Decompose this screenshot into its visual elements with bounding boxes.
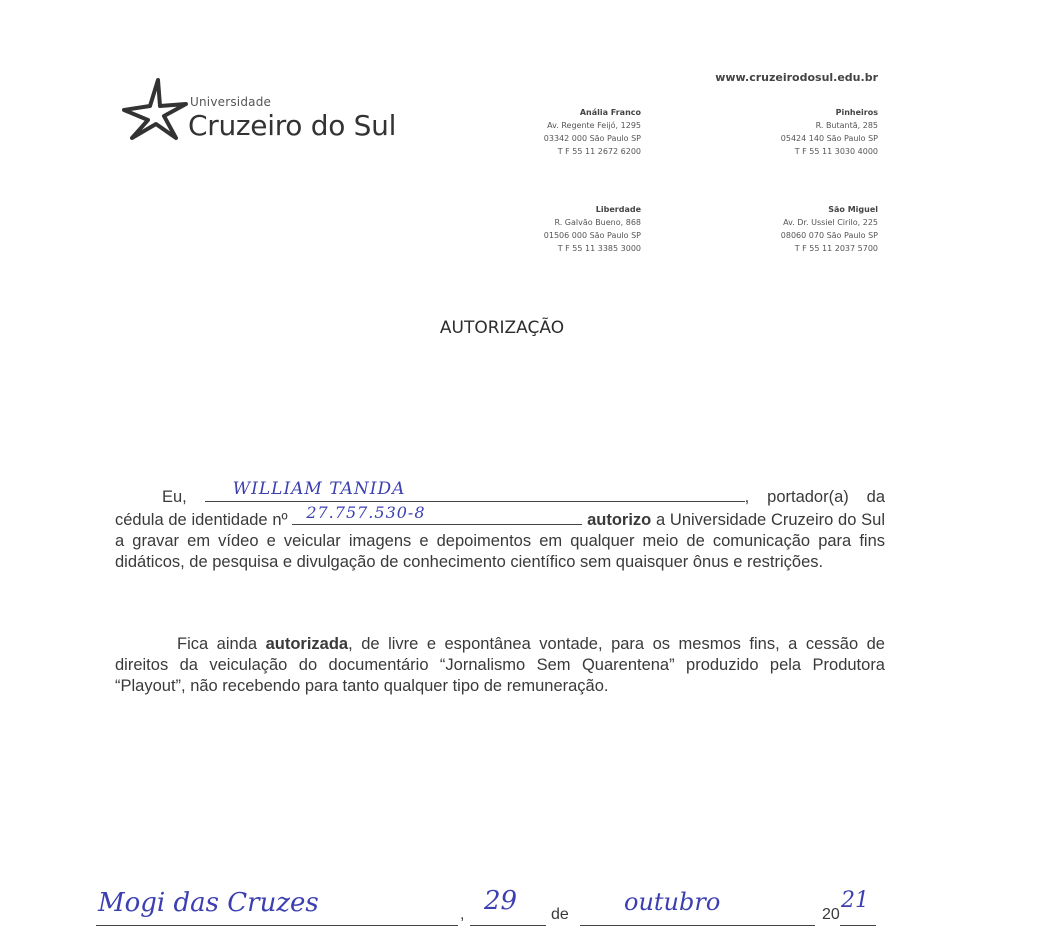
- campus-address: R. Galvão Bueno, 868: [554, 218, 641, 227]
- campus-city: 08060 070 São Paulo SP: [780, 231, 878, 240]
- year-prefix: 20: [822, 906, 840, 923]
- campus-city: 01506 000 São Paulo SP: [543, 231, 641, 240]
- paragraph-lead: Fica ainda: [177, 635, 258, 653]
- id-number-field[interactable]: [292, 503, 582, 525]
- year-field[interactable]: [840, 925, 876, 926]
- name-field[interactable]: [205, 479, 745, 502]
- campus-liberdade: [441, 203, 641, 255]
- campus-address: Av. Regente Feijó, 1295: [547, 121, 641, 130]
- bold-authorized: autorizada: [265, 635, 349, 653]
- campus-phone: T F 55 11 2672 6200: [557, 147, 641, 156]
- campus-name: Liberdade: [595, 205, 641, 214]
- handwritten-year: 21: [841, 888, 869, 913]
- campus-city: 03342 000 São Paulo SP: [543, 134, 641, 143]
- campus-name: São Miguel: [828, 205, 878, 214]
- campus-phone: T F 55 11 3385 3000: [557, 244, 641, 253]
- logo-university-label: Universidade: [190, 95, 272, 109]
- handwritten-name: WILLIAM TANIDA: [232, 479, 406, 499]
- comma: ,: [460, 906, 465, 923]
- campus-analia-franco: [441, 106, 641, 158]
- website-link[interactable]: www.cruzeirodosul.edu.br: [715, 71, 878, 84]
- campus-address: R. Butantã, 285: [815, 121, 878, 130]
- de-label: de: [551, 906, 569, 923]
- handwritten-day: 29: [484, 886, 518, 916]
- paragraph-rest: , de livre e espontânea vontade, para os mesmos fins, a cessão de direitos da veiculação do documentário “Jornalismo Sem Quarentena” produzido pela Produtora “Playout”, não recebendo para tanto qualquer tipo de remuneração.: [115, 635, 885, 695]
- rights-paragraph: [115, 634, 885, 697]
- bold-authorize: autorizo: [587, 511, 652, 529]
- campus-name: Anália Franco: [579, 108, 641, 117]
- document-title: AUTORIZAÇÃO: [439, 318, 565, 338]
- campus-city: 05424 140 São Paulo SP: [780, 134, 878, 143]
- city-field[interactable]: [96, 925, 458, 926]
- campus-phone: T F 55 11 3030 4000: [794, 147, 878, 156]
- paragraph-lead: Eu,: [162, 488, 187, 506]
- authorization-paragraph: [115, 479, 885, 573]
- month-field[interactable]: [580, 925, 815, 926]
- handwritten-city: Mogi das Cruzes: [98, 888, 319, 918]
- campus-sao-miguel: [678, 203, 878, 255]
- handwritten-id-number: 27.757.530-8: [306, 503, 426, 522]
- logo-university-name: Cruzeiro do Sul: [188, 109, 397, 142]
- campus-address: Av. Dr. Ussiel Cirilo, 225: [783, 218, 878, 227]
- campus-pinheiros: [678, 106, 878, 158]
- campus-phone: T F 55 11 2037 5700: [794, 244, 878, 253]
- paragraph-after-name: , portador(a) da cédula de identidade nº: [115, 488, 885, 529]
- university-star-logo-icon: [120, 76, 190, 142]
- paragraph-rest: a Universidade Cruzeiro do Sul a gravar em vídeo e veicular imagens e depoimentos em qualquer meio de comunicação para fins didáticos, de pesquisa e divulgação de conhecimento científico sem quaisquer ônus e restrições.: [115, 511, 885, 571]
- day-field[interactable]: [470, 925, 546, 926]
- campus-name: Pinheiros: [835, 108, 878, 117]
- handwritten-month: outubro: [624, 888, 721, 916]
